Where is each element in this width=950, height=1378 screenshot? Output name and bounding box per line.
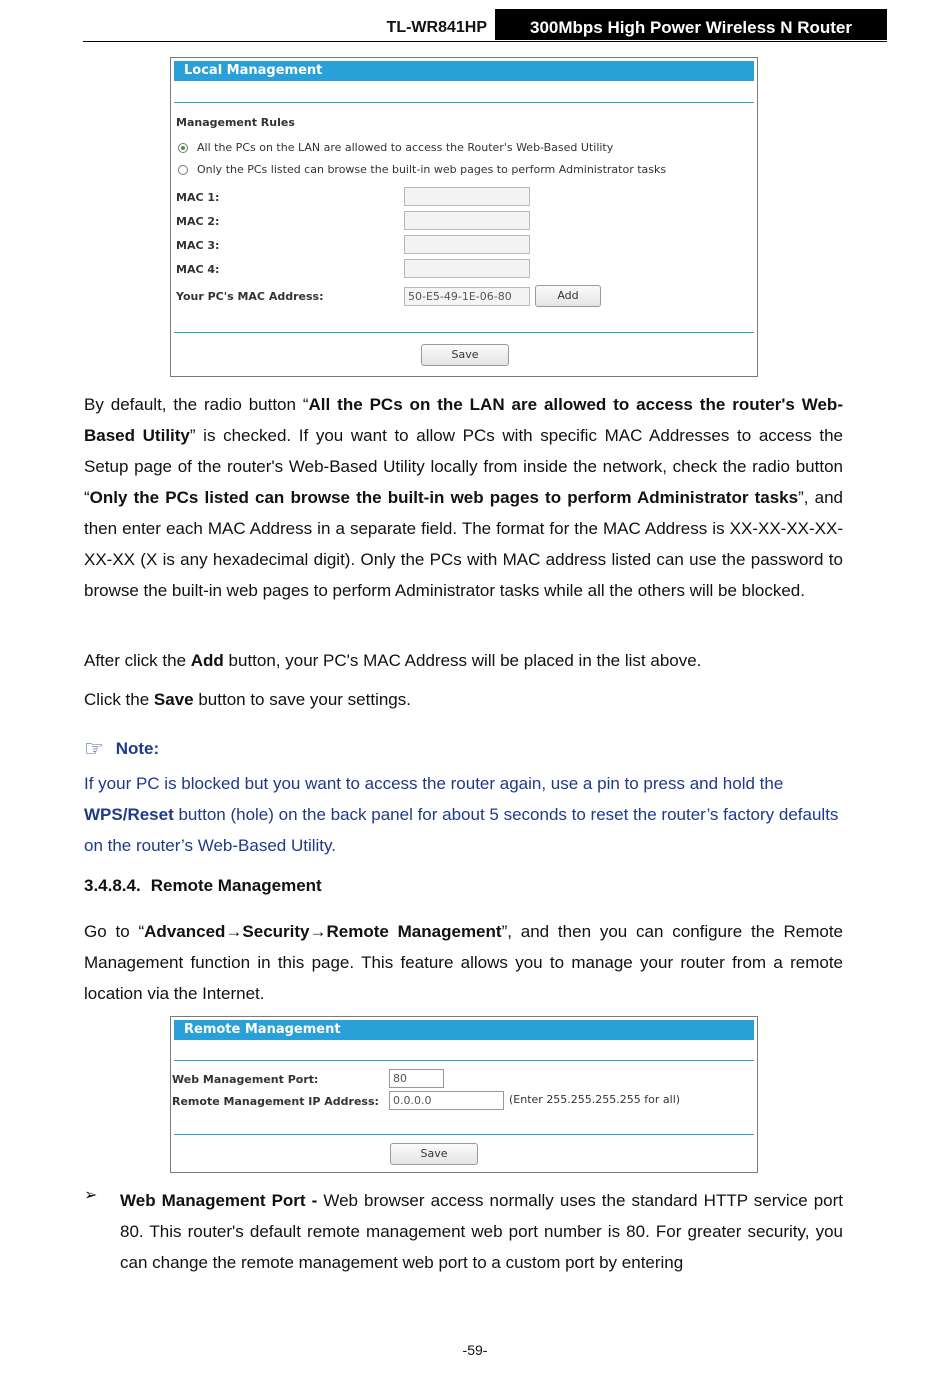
radio-all-pcs-label: All the PCs on the LAN are allowed to access the Router's Web-Based Utility [197,141,614,154]
web-port-input[interactable]: 80 [389,1069,444,1088]
footer-divider [174,1134,754,1135]
pointing-hand-icon: ☞ [84,736,104,761]
mac4-label: MAC 4: [176,263,220,276]
title-divider [174,1060,754,1061]
management-rules-label: Management Rules [176,116,295,129]
paragraph-remote-intro: Go to “Advanced→Security→Remote Management”, and then you can configure the Remote Management function in this page. This feature allows you to manage your router from a remote location via the Internet. [84,922,843,1003]
mac1-input[interactable] [404,187,530,206]
note-heading: ☞ Note: [84,736,160,761]
section-heading: 3.4.8.4. Remote Management [84,876,322,895]
mac3-label: MAC 3: [176,239,220,252]
radio-all-pcs[interactable] [178,143,188,153]
paragraph-default-radio: By default, the radio button “All the PCs on the LAN are allowed to access the router's Web-Based Utility” is checked. If you want to allow PCs with specific MAC Addresses to access the Setup page of the router's Web-Based Utility locally from inside the network, check the radio button “Only the PCs listed can browse the built-in web pages to perform Administrator tasks”, and then enter each MAC Address in a separate field. The format for the MAC Address is XX-XX-XX-XX-XX-XX (X is any hexadecimal digit). Only the PCs with MAC address listed can use the password to browse the built-in web pages to perform Administrator tasks while all the others will be blocked. [84,395,843,600]
your-mac-label: Your PC's MAC Address: [176,290,324,303]
remote-save-button[interactable]: Save [390,1143,478,1165]
mac1-label: MAC 1: [176,191,220,204]
footer-divider [174,332,754,333]
product-name-bar: 300Mbps High Power Wireless N Router [495,9,887,40]
page-number: -59- [462,1342,488,1358]
mac2-input[interactable] [404,211,530,230]
local-management-panel [170,57,758,377]
mac2-label: MAC 2: [176,215,220,228]
paragraph-save: Click the Save button to save your settings. [84,690,411,709]
note-text: If your PC is blocked but you want to access the router again, use a pin to press and hold the WPS/Reset button (hole) on the back panel for about 5 seconds to reset the router’s factory defaults on the router’s Web-Based Utility. [84,774,839,855]
page-header [83,9,887,42]
remote-management-panel [170,1016,758,1173]
save-button[interactable]: Save [421,344,509,366]
bullet-web-port: Web Management Port - Web browser access normally uses the standard HTTP service port 80. This router's default remote management web port number is 80. For greater security, you can change the remote management web port to a custom port by entering [120,1191,843,1272]
local-management-title: Local Management [174,61,754,81]
web-port-label: Web Management Port: [172,1073,319,1086]
remote-ip-label: Remote Management IP Address: [172,1095,379,1108]
bullet-arrow-icon: ➢ [84,1187,98,1204]
radio-listed-pcs-label: Only the PCs listed can browse the built-in web pages to perform Administrator tasks [197,163,667,176]
title-divider [174,102,754,103]
remote-ip-input[interactable]: 0.0.0.0 [389,1091,504,1110]
mac4-input[interactable] [404,259,530,278]
your-mac-field: 50-E5-49-1E-06-80 [404,287,530,306]
model-name: TL-WR841HP [386,19,487,36]
remote-management-title: Remote Management [174,1020,754,1040]
mac3-input[interactable] [404,235,530,254]
radio-listed-pcs[interactable] [178,165,188,175]
paragraph-add: After click the Add button, your PC's MAC Address will be placed in the list above. [84,651,702,670]
remote-ip-hint: (Enter 255.255.255.255 for all) [509,1093,681,1106]
add-button[interactable]: Add [535,285,601,307]
